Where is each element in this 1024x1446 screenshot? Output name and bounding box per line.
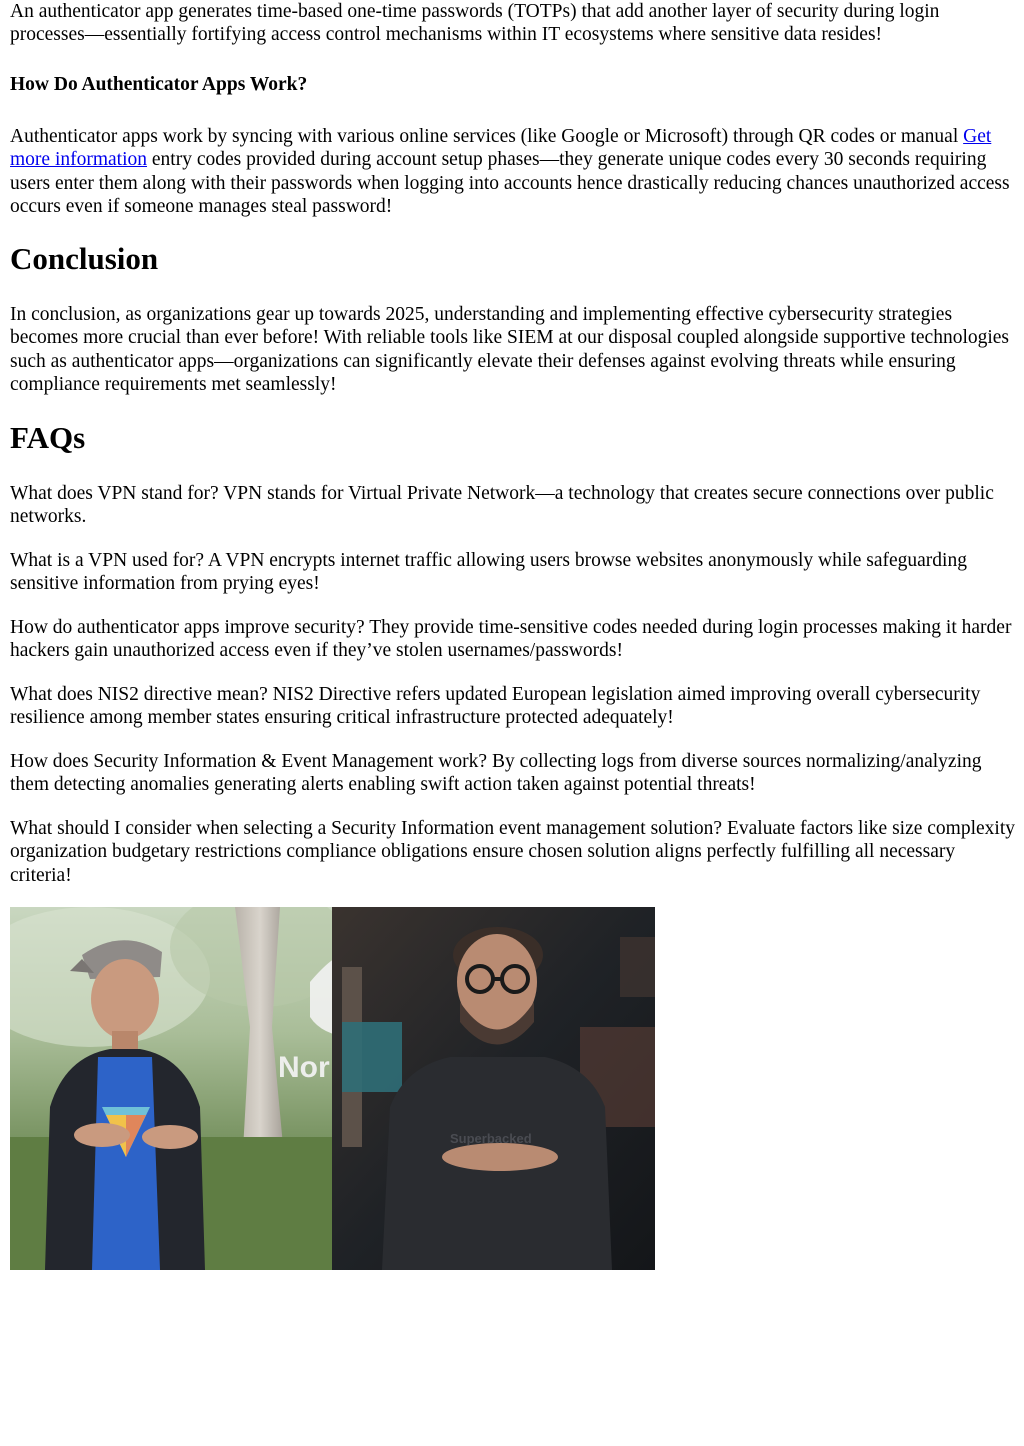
shirt-text: Superbacked [450, 1131, 532, 1146]
faqs-heading: FAQs [10, 420, 86, 455]
conclusion-heading: Conclusion [10, 241, 159, 276]
intro-paragraph: An authenticator app generates time-based one-time passwords (TOTPs) that add another layer of security during login processes—essentially fortifying access control mechanisms within IT ecosystems where sensitive data resides! [10, 1, 940, 46]
how-section-heading: How Do Authenticator Apps Work? [10, 74, 308, 95]
video-thumbnail-graphic [10, 907, 655, 1270]
get-more-information-link[interactable]: Get more information [10, 126, 992, 171]
overlay-brand-text: Nor [278, 1051, 330, 1084]
faq-item: What does VPN stand for? VPN stands for Virtual Private Network—a technology that creates secure connections over public networks. [10, 483, 994, 528]
conclusion-paragraph: In conclusion, as organizations gear up towards 2025, understanding and implementing effective cybersecurity strategies becomes more crucial than ever before! With reliable tools like SIEM at our disposal coupled alongside supportive technologies such as authenticator apps—organizations can significantly elevate their defenses against evolving threats while ensuring compliance requirements met seamlessly! [10, 304, 1010, 395]
faq-item: What should I consider when selecting a Security Information event management solution? Evaluate factors like size complexity organization budgetary restrictions compliance obligations ensure chosen solution aligns perfectly fulfilling all necessary criteria! [10, 818, 1016, 886]
how-text-after: entry codes provided during account setup phases—they generate unique codes every 30 seconds requiring users enter them along with their passwords when logging into accounts hence drastically reducing chances unauthorized access occurs even if someone manages steal password! [10, 149, 1010, 217]
faq-item: What is a VPN used for? A VPN encrypts internet traffic allowing users browse websites anonymously while safeguarding sensitive information from prying eyes! [10, 550, 967, 595]
how-section-paragraph [10, 125, 1016, 218]
how-text-before: Authenticator apps work by syncing with various online services (like Google or Microsoft) through QR codes or manual [10, 126, 964, 147]
faq-item: How does Security Information & Event Management work? By collecting logs from diverse sources normalizing/analyzing them detecting anomalies generating alerts enabling swift action taken against potential threats! [10, 751, 982, 796]
video-thumbnail[interactable] [10, 907, 655, 1270]
faq-item: What does NIS2 directive mean? NIS2 Directive refers updated European legislation aimed improving overall cybersecurity resilience among member states ensuring critical infrastructure protected adequately! [10, 684, 981, 729]
faq-item: How do authenticator apps improve security? They provide time-sensitive codes needed during login processes making it harder hackers gain unauthorized access even if they’ve stolen usernames/passwords! [10, 617, 1012, 662]
